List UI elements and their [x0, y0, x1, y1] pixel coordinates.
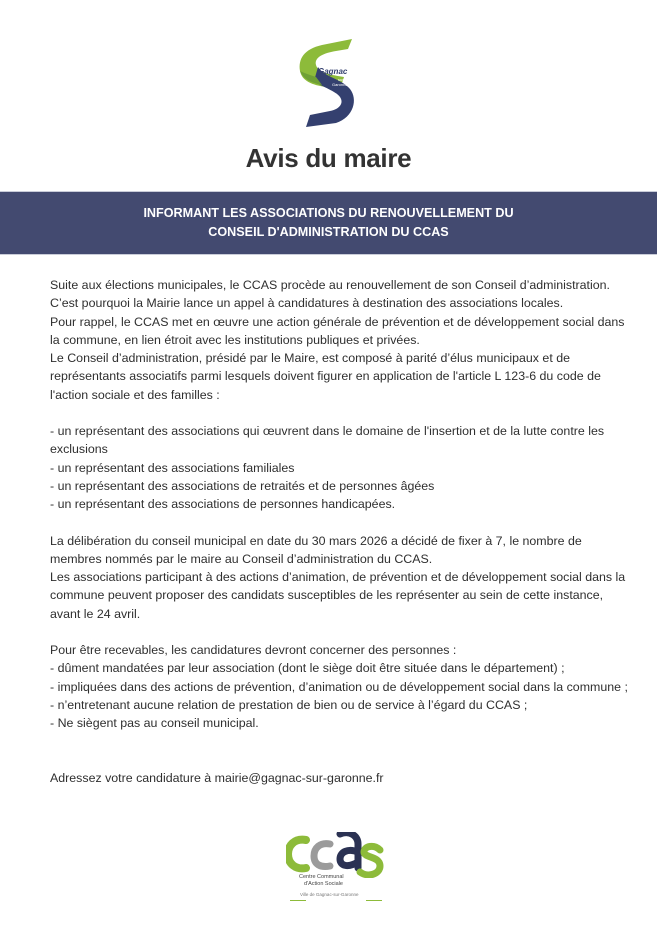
condition-item: - n’entretenant aucune relation de prestation de bien ou de service à l’égard du CCAS ;	[50, 697, 528, 712]
intro-paragraph-4: Le Conseil d’administration, présidé par le Maire, est composé à parité d’élus municipaux et de représentants associatifs parmi lesquels doivent figurer en application de l'article L 123-6 du code de l'action sociale et des familles :	[50, 351, 601, 402]
intro-paragraph-2: C’est pourquoi la Mairie lance un appel à candidatures à destination des associations locales.	[50, 296, 564, 311]
ccas-logo-ville: Ville de Gagnac-sur-Garonne	[300, 892, 359, 897]
logo-text-sur: sur	[338, 77, 344, 82]
contact-prefix: Adressez votre candidature à	[50, 770, 215, 785]
gagnac-logo	[296, 37, 360, 129]
deliberation-paragraph-2: Les associations participant à des actions d’animation, de prévention et de développement social dans la commune peuvent proposer des candidats susceptibles de les représenter au sein de cette instance, avant le 24 avril.	[50, 570, 626, 621]
ccas-logo-icon	[286, 832, 386, 878]
contact-line	[50, 769, 630, 787]
ccas-logo-line-2: d'Action Sociale	[304, 881, 343, 887]
logo-divider	[290, 900, 306, 901]
intro-paragraph-1: Suite aux élections municipales, le CCAS procède au renouvellement de son Conseil d’administration.	[50, 278, 610, 292]
ccas-logo-line-1: Centre Communal	[299, 874, 344, 880]
notice-body	[50, 276, 630, 787]
subject-banner	[0, 191, 657, 255]
banner-line-1: INFORMANT LES ASSOCIATIONS DU RENOUVELLEMENT DU	[143, 206, 514, 220]
conditions-intro: Pour être recevables, les candidatures devront concerner des personnes :	[50, 643, 457, 658]
deliberation-paragraph-1: La délibération du conseil municipal en date du 30 mars 2026 a décidé de fixer à 7, le nombre de membres nommés par le maire au Conseil d’administration du CCAS.	[50, 533, 582, 566]
banner-line-2: CONSEIL D'ADMINISTRATION DU CCAS	[208, 225, 449, 239]
representative-item: - un représentant des associations familiales	[50, 460, 295, 475]
condition-item: - impliquées dans des actions de prévention, d’animation ou de développement social dans la commune ;	[50, 679, 628, 694]
representative-item: - un représentant des associations de retraités et de personnes âgées	[50, 478, 435, 493]
condition-item: - dûment mandatées par leur association (dont le siège doit être située dans le département) ;	[50, 661, 565, 676]
ccas-logo	[286, 832, 386, 904]
logo-text-garonne: Garonne	[332, 82, 348, 87]
logo-divider	[366, 900, 382, 901]
contact-email-link[interactable]: mairie@gagnac-sur-garonne.fr	[214, 770, 384, 785]
page-title: Avis du maire	[245, 143, 412, 173]
logo-text-gagnac: Gagnac	[318, 67, 348, 76]
intro-paragraph-3: Pour rappel, le CCAS met en œuvre une action générale de prévention et de développement social dans la commune, en lien étroit avec les institutions publiques et privées.	[50, 314, 625, 347]
representative-item: - un représentant des associations qui œuvrent dans le domaine de l'insertion et de la lutte contre les exclusions	[50, 424, 605, 457]
representative-item: - un représentant des associations de personnes handicapées.	[50, 497, 396, 512]
condition-item: - Ne siègent pas au conseil municipal.	[50, 716, 259, 731]
gagnac-s-logo-icon	[296, 37, 360, 129]
